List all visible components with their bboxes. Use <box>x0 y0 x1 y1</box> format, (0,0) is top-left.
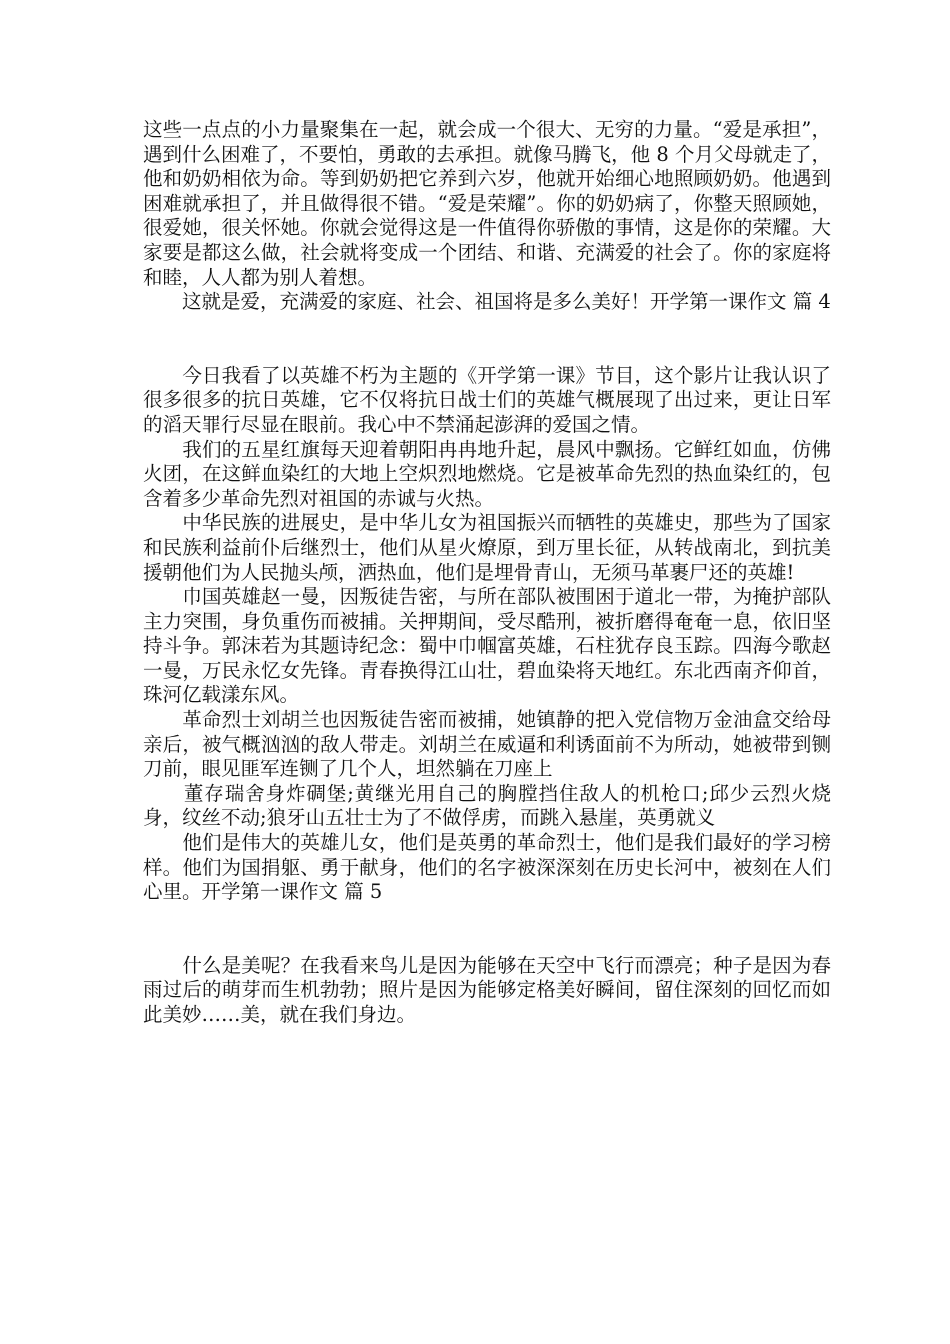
paragraph-love-responsibility: 这些一点点的小力量聚集在一起，就会成一个很大、无穷的力量。“爱是承担”，遇到什么困难了，不要怕，勇敢的去承担。就像马腾飞，他 8 个月父母就走了，他和奶奶相依为命。等到奶奶把它养到六岁，他就开始细心地照顾奶奶。他遇到困难就承担了，并且做得很不错。“爱是荣耀”。你的奶奶病了，你整天照顾她，很爱她，很关怀她。你就会觉得这是一件值得你骄傲的事情，这是你的荣耀。大家要是都这么做，社会就将变成一个团结、和谐、充满爱的社会了。你的家庭将和睦，人人都为别人着想。 <box>143 118 831 289</box>
paragraph-heroic-history: 中华民族的进展史，是中华儿女为祖国振兴而牺牲的英雄史，那些为了国家和民族利益前仆后继烈士，他们从星火燎原，到万里长征，从转战南北，到抗美援朝他们为人民抛头颅，洒热血，他们是埋骨青山，无须马革裹尸还的英雄! <box>143 511 831 584</box>
paragraph-liu-hulan: 革命烈士刘胡兰也因叛徒告密而被捕，她镇静的把入党信物万金油盒交给母亲后，被气概汹汹的敌人带走。刘胡兰在威逼和利诱面前不为所动，她被带到铡刀前，眼见匪军连铡了几个人，坦然躺在刀座上 <box>143 708 831 781</box>
paragraph-love-conclusion: 这就是爱，充满爱的家庭、社会、祖国将是多么美好！开学第一课作文 篇 4 <box>143 290 831 314</box>
paragraph-program-intro: 今日我看了以英雄不朽为主题的《开学第一课》节目，这个影片让我认识了很多很多的抗日英雄，它不仅将抗日战士们的英雄气概展现了出过来，更让日军的滔天罪行尽显在眼前。我心中不禁涌起澎湃的爱国之情。 <box>143 363 831 436</box>
paragraph-national-flag: 我们的五星红旗每天迎着朝阳冉冉地升起，晨风中飘扬。它鲜红如血，仿佛火团，在这鲜血染红的大地上空炽烈地燃烧。它是被革命先烈的热血染红的，包含着多少革命先烈对祖国的赤诚与火热。 <box>143 437 831 510</box>
document-page <box>143 118 831 1028</box>
paragraph-what-is-beauty: 什么是美呢？在我看来鸟儿是因为能够在天空中飞行而漂亮；种子是因为春雨过后的萌芽而生机勃勃；照片是因为能够定格美好瞬间，留住深刻的回忆而如此美妙……美，就在我们身边。 <box>143 953 831 1026</box>
paragraph-role-models: 他们是伟大的英雄儿女，他们是英勇的革命烈士，他们是我们最好的学习榜样。他们为国捐躯、勇于献身，他们的名字被深深刻在历史长河中，被刻在人们心里。开学第一课作文 篇 5 <box>143 831 831 904</box>
section-gap <box>143 315 831 364</box>
paragraph-zhao-yiman: 巾国英雄赵一曼，因叛徒告密，与所在部队被围困于道北一带，为掩护部队主力突围，身负重伤而被捕。关押期间，受尽酷刑，被折磨得奄奄一息，依旧坚持斗争。郭沫若为其题诗纪念：蜀中巾帼富英雄，石柱犹存良玉踪。四海今歌赵一曼，万民永忆女先锋。青春换得江山壮，碧血染将天地红。东北西南齐仰首，珠河亿载漾东风。 <box>143 585 831 707</box>
section-gap <box>143 905 831 954</box>
paragraph-heroes-list: 董存瑞舍身炸碉堡;黄继光用自己的胸膛挡住敌人的机枪口;邱少云烈火烧身，纹丝不动;狼牙山五壮士为了不做俘虏，而跳入悬崖，英勇就义 <box>143 781 831 830</box>
